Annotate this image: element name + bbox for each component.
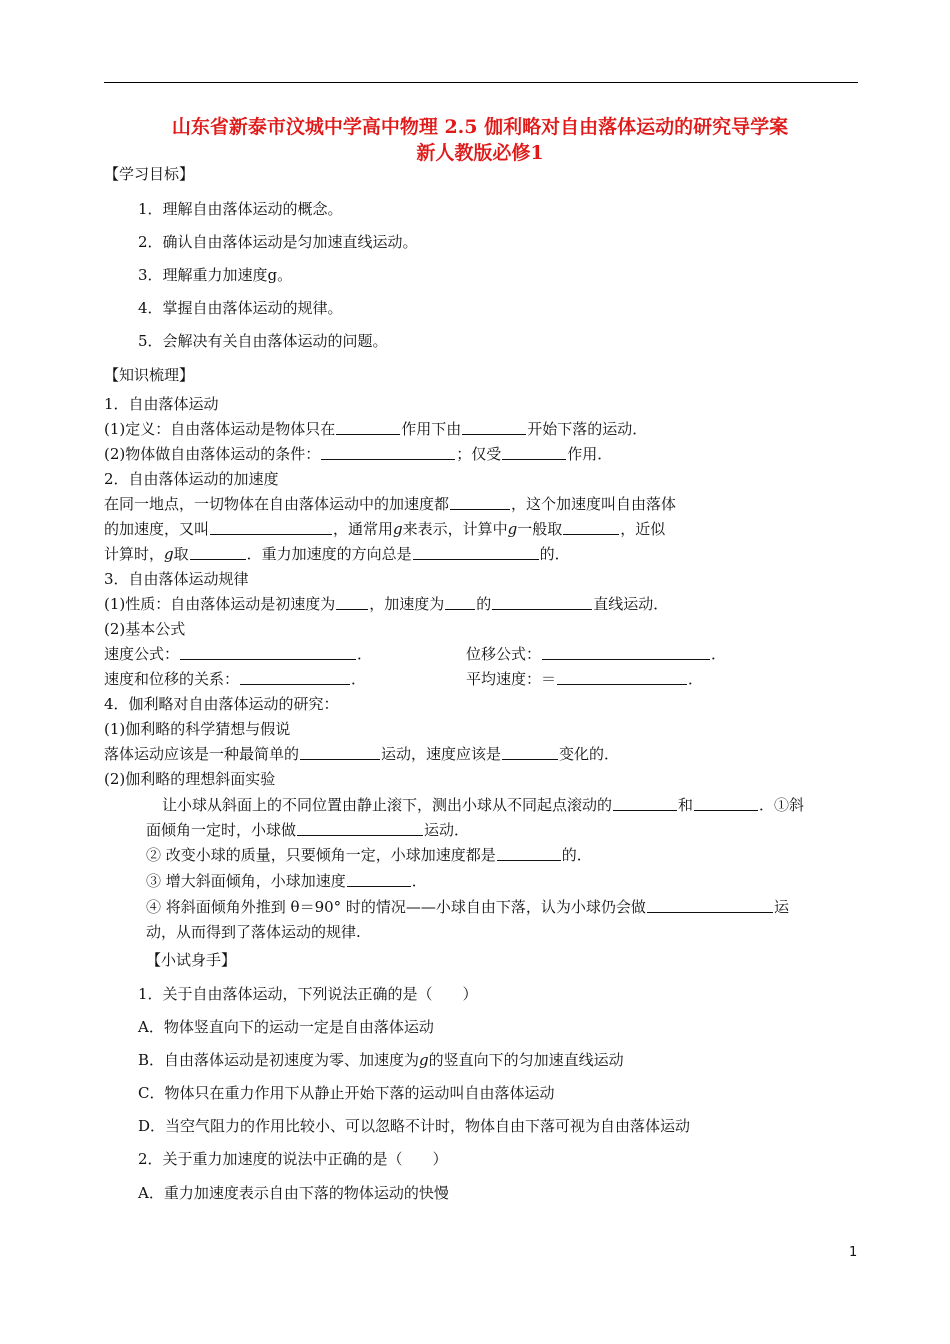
objective-item: 5．会解决有关自由落体运动的问题。 — [138, 332, 388, 350]
question-1: 1．关于自由落体运动，下列说法正确的是（ ） — [138, 985, 478, 1003]
hypothesis-title: (1)伽利略的科学猜想与假说 — [104, 720, 291, 738]
definition-line: (1)定义：自由落体运动是物体只在 作用下由 开始下落的运动． — [104, 420, 648, 438]
document-title: 山东省新泰市汶城中学高中物理 2.5 伽利略对自由落体运动的研究导学案 — [171, 116, 789, 138]
velocity-displacement-relation: 速度和位移的关系： ． — [104, 670, 367, 688]
header-rule — [104, 82, 858, 83]
question-2: 2．关于重力加速度的说法中正确的是（ ） — [138, 1150, 448, 1168]
section-4-title: 4．伽利略对自由落体运动的研究： — [104, 695, 339, 713]
section-3-title: 3．自由落体运动规律 — [104, 570, 249, 588]
experiment-line-4: ③ 增大斜面倾角，小球加速度 ． — [146, 872, 427, 890]
hypothesis-line: 落体运动应该是一种最简单的 运动，速度应该是 变化的． — [104, 745, 620, 763]
velocity-formula: 速度公式： ． — [104, 645, 373, 663]
question-1-option-c: C．物体只在重力作用下从静止开始下落的运动叫自由落体运动 — [138, 1084, 555, 1102]
acceleration-line-3: 计算时，g取 ．重力加速度的方向总是 的． — [104, 545, 570, 563]
experiment-title: (2)伽利略的理想斜面实验 — [104, 770, 276, 788]
question-1-option-b: B．自由落体运动是初速度为零、加速度为g的竖直向下的匀加速直线运动 — [138, 1051, 624, 1069]
section-1-title: 1．自由落体运动 — [104, 395, 219, 413]
objective-item: 2．确认自由落体运动是匀加速直线运动。 — [138, 233, 418, 251]
displacement-formula: 位移公式： ． — [466, 645, 727, 663]
practice-heading: 【小试身手】 — [146, 951, 237, 969]
question-1-option-a: A．物体竖直向下的运动一定是自由落体运动 — [138, 1018, 434, 1036]
objective-item: 1．理解自由落体运动的概念。 — [138, 200, 343, 218]
objective-item: 3．理解重力加速度g。 — [138, 266, 293, 284]
experiment-line-2: 面倾角一定时，小球做 运动． — [146, 821, 470, 839]
acceleration-line-2: 的加速度，又叫 ，通常用g来表示，计算中g一般取 ，近似 — [104, 520, 666, 538]
experiment-line-3: ② 改变小球的质量，只要倾角一定，小球加速度都是 的． — [146, 846, 592, 864]
knowledge-heading: 【知识梳理】 — [104, 366, 195, 384]
objectives-heading: 【学习目标】 — [104, 165, 195, 183]
acceleration-line-1: 在同一地点，一切物体在自由落体运动中的加速度都 ，这个加速度叫自由落体 — [104, 495, 677, 513]
objective-item: 4．掌握自由落体运动的规律。 — [138, 299, 343, 317]
average-velocity: 平均速度：＝ ． — [466, 670, 704, 688]
experiment-line-5: ④ 将斜面倾角外推到 θ＝90° 时的情况——小球自由下落，认为小球仍会做 运 — [146, 898, 789, 916]
section-2-title: 2．自由落体运动的加速度 — [104, 470, 279, 488]
experiment-line-1: 让小球从斜面上的不同位置由静止滚下，测出小球从不同起点滚动的 和 ．①斜 — [162, 796, 805, 814]
experiment-line-6: 动，从而得到了落体运动的规律. — [146, 923, 361, 941]
question-1-option-d: D．当空气阻力的作用比较小、可以忽略不计时，物体自由下落可视为自由落体运动 — [138, 1117, 691, 1135]
document-subtitle: 新人教版必修1 — [416, 142, 544, 164]
property-line: (1)性质：自由落体运动是初速度为 ，加速度为 的 直线运动． — [104, 595, 669, 613]
formula-title: (2)基本公式 — [104, 620, 186, 638]
condition-line: (2)物体做自由落体运动的条件： ；仅受 作用． — [104, 445, 613, 463]
page-number: 1 — [849, 1245, 858, 1260]
question-2-option-a: A．重力加速度表示自由下落的物体运动的快慢 — [138, 1184, 449, 1202]
